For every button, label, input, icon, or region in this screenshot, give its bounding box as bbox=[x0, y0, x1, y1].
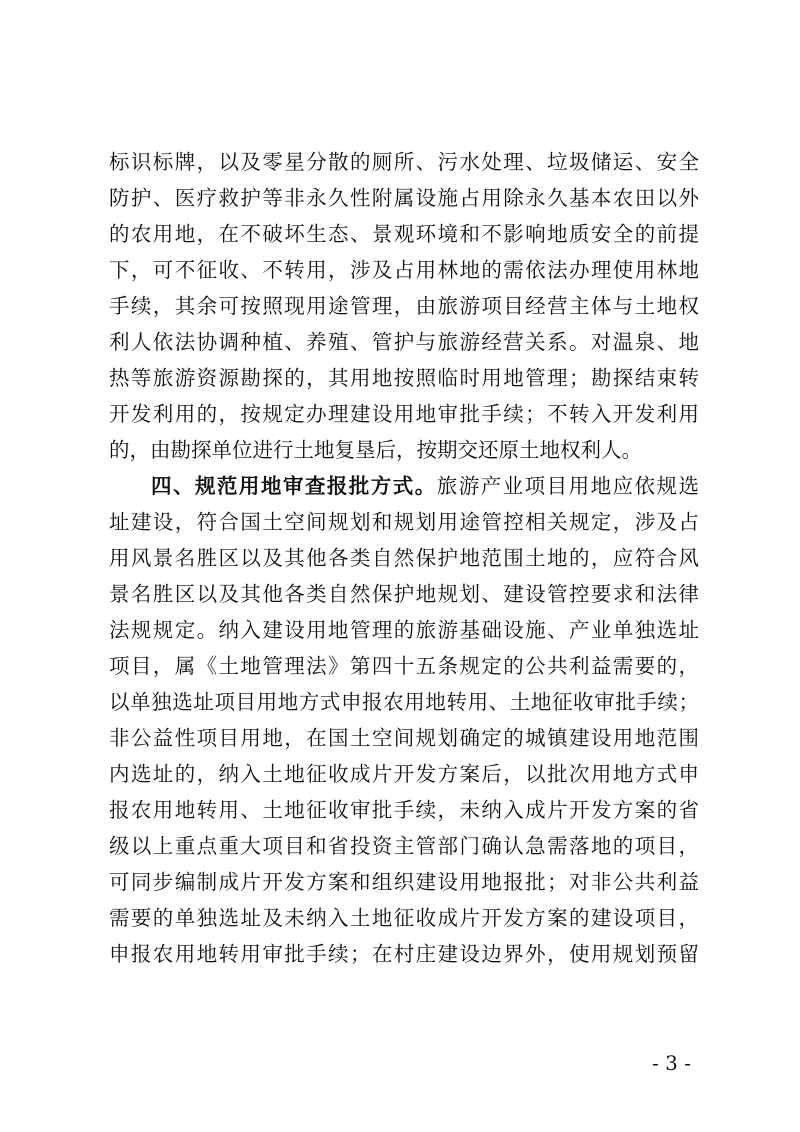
text-line: 的农用地，在不破坏生态、景观环境和不影响地质安全的前提 bbox=[109, 222, 699, 246]
text-line: 级以上重点重大项目和省投资主管部门确认急需落地的项目， bbox=[109, 834, 699, 858]
text-line: 需要的单独选址及未纳入土地征收成片开发方案的建设项目， bbox=[109, 906, 699, 930]
text-line: 法规规定。纳入建设用地管理的旅游基础设施、产业单独选址 bbox=[109, 618, 699, 642]
text-line: 以单独选址项目用地方式申报农用地转用、土地征收审批手续； bbox=[109, 690, 699, 714]
text-line: 景名胜区以及其他各类自然保护地规划、建设管控要求和法律 bbox=[109, 582, 699, 606]
text-line: 手续，其余可按照现用途管理，由旅游项目经营主体与土地权 bbox=[109, 294, 699, 318]
text-line: 用风景名胜区以及其他各类自然保护地范围土地的，应符合风 bbox=[109, 546, 699, 570]
text-line: 申报农用地转用审批手续；在村庄建设边界外，使用规划预留 bbox=[109, 942, 699, 966]
text-line: 利人依法协调种植、养殖、管护与旅游经营关系。对温泉、地 bbox=[109, 330, 699, 354]
text-line: 热等旅游资源勘探的，其用地按照临时用地管理；勘探结束转 bbox=[109, 366, 699, 390]
text-line: 内选址的，纳入土地征收成片开发方案后，以批次用地方式申 bbox=[109, 762, 699, 786]
section-first-line bbox=[151, 469, 699, 503]
text-line: 标识标牌，以及零星分散的厕所、污水处理、垃圾储运、安全 bbox=[109, 150, 699, 174]
text-line: 非公益性项目用地，在国土空间规划确定的城镇建设用地范围 bbox=[109, 726, 699, 750]
text-line: 的，由勘探单位进行土地复垦后，按期交还原土地权利人。 bbox=[109, 438, 642, 462]
text-line: 开发利用的，按规定办理建设用地审批手续；不转入开发利用 bbox=[109, 402, 699, 426]
text-line: 下，可不征收、不转用，涉及占用林地的需依法办理使用林地 bbox=[109, 258, 699, 282]
section-first-line-text: 旅游产业项目用地应依规选 bbox=[436, 474, 700, 498]
text-line: 项目，属《土地管理法》第四十五条规定的公共利益需要的， bbox=[109, 654, 699, 678]
text-line: 址建设，符合国土空间规划和规划用途管控相关规定，涉及占 bbox=[109, 510, 699, 534]
text-line: 报农用地转用、土地征收审批手续，未纳入成片开发方案的省 bbox=[109, 798, 699, 822]
section-heading: 四、规范用地审查报批方式。 bbox=[151, 474, 437, 498]
page-number: - 3 - bbox=[652, 1051, 691, 1075]
text-line: 防护、医疗救护等非永久性附属设施占用除永久基本农田以外 bbox=[109, 186, 699, 210]
text-line: 可同步编制成片开发方案和组织建设用地报批；对非公共利益 bbox=[109, 870, 699, 894]
